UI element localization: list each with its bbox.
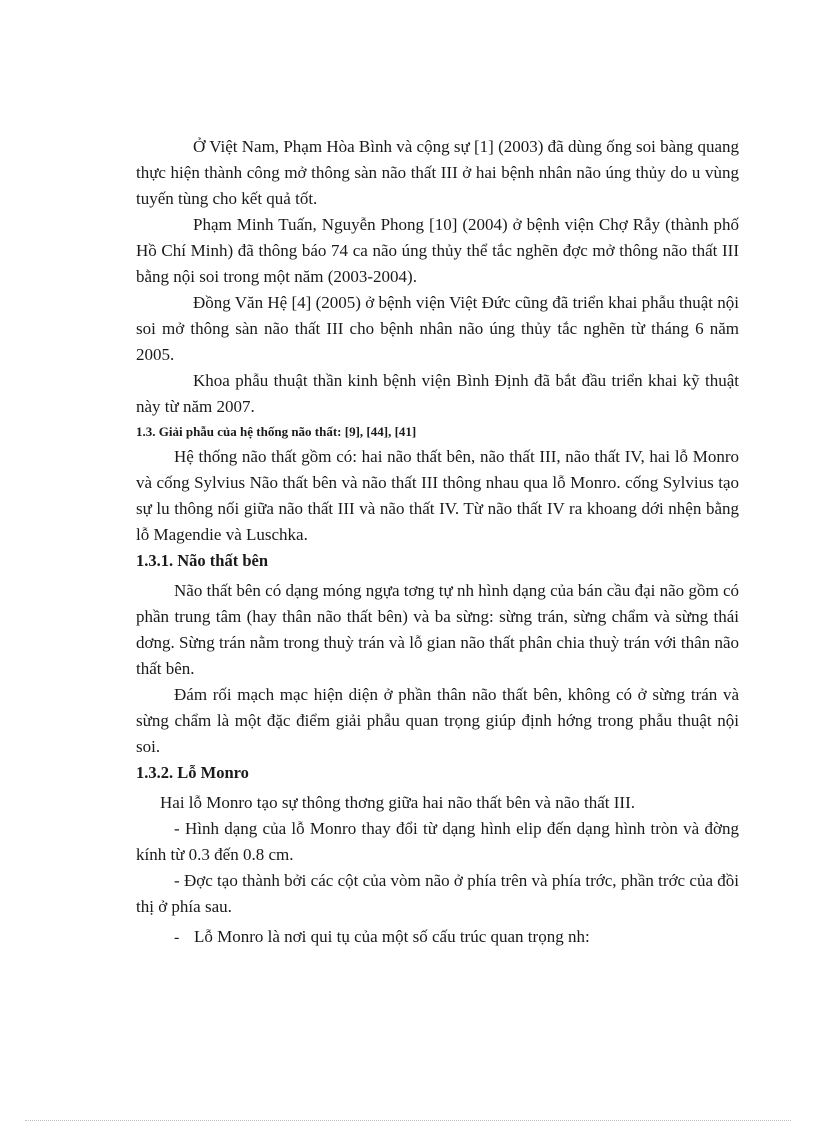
paragraph-choroid-plexus: Đám rối mạch mạc hiện diện ở phần thân não thất bên, không có ở sừng trán và sừng chẩm là một đặc điểm giải phẫu quan trọng giúp định hớng trong phẫu thuật nội soi. bbox=[136, 685, 739, 756]
section-heading-1-3-1: 1.3.1. Não thất bên bbox=[136, 551, 269, 570]
paragraph-binh-dinh: Khoa phẫu thuật thần kinh bệnh viện Bình Định đã bắt đầu triển khai kỹ thuật này từ năm 2007. bbox=[136, 371, 739, 416]
paragraph-monro-formation: - Đợc tạo thành bởi các cột của vòm não ở phía trên và phía trớc, phần trớc của đồi thị ở phía sau. bbox=[136, 871, 739, 916]
paragraph-monro-shape: - Hình dạng của lỗ Monro thay đổi từ dạng hình elip đến dạng hình tròn và đờng kính từ 0.3 đến 0.8 cm. bbox=[136, 819, 739, 864]
bullet-dash: - bbox=[174, 929, 180, 946]
paragraph-monro-structures: Lỗ Monro là nơi qui tụ của một số cấu trúc quan trọng nh: bbox=[194, 927, 590, 946]
section-heading-1-3-2: 1.3.2. Lỗ Monro bbox=[136, 763, 249, 782]
page-bottom-divider bbox=[25, 1120, 791, 1121]
paragraph-monro-intro: Hai lỗ Monro tạo sự thông thơng giữa hai não thất bên và não thất III. bbox=[160, 793, 635, 812]
paragraph-lateral-ventricle: Não thất bên có dạng móng ngựa tơng tự nh hình dạng của bán cầu đại não gồm có phần trung tâm (hay thân não thất bên) và ba sừng: sừng trán, sừng chẩm và sừng thái dơng. Sừng trán nằm trong thuỳ trán và lỗ gian não thất phân chia thuỳ trán với thân não thất bên. bbox=[136, 581, 739, 678]
text-block-top bbox=[136, 134, 739, 950]
paragraph-ventricular-system: Hệ thống não thất gồm có: hai não thất bên, não thất III, não thất IV, hai lỗ Monro và cống Sylvius Não thất bên và não thất III thông nhau qua lỗ Monro. cống Sylvius tạo sự lu thông nối giữa não thất III và não thất IV. Từ não thất IV ra khoang dới nhện bằng lỗ Magendie và Luschka. bbox=[136, 447, 739, 544]
bullet-monro-structures bbox=[136, 924, 739, 950]
section-heading-1-3: 1.3. Giải phẫu của hệ thống não thất: [9], [44], [41] bbox=[136, 424, 417, 439]
paragraph-vietnam-history: Ở Việt Nam, Phạm Hòa Bình và cộng sự [1] (2003) đã dùng ống soi bàng quang thực hiện thành công mở thông sàn não thất III ở hai bệnh nhân não úng thủy do u vùng tuyến tùng cho kết quả tốt. bbox=[136, 137, 739, 208]
paragraph-viet-duc: Đồng Văn Hệ [4] (2005) ở bệnh viện Việt Đức cũng đã triển khai phẫu thuật nội soi mở thông sàn não thất III cho bệnh nhân não úng thủy tắc nghẽn từ tháng 6 năm 2005. bbox=[136, 293, 739, 364]
paragraph-cho-ray: Phạm Minh Tuấn, Nguyễn Phong [10] (2004) ở bệnh viện Chợ Rẫy (thành phố Hồ Chí Minh) đã thông báo 74 ca não úng thủy thể tắc nghẽn đợc mở thông não thất III bằng nội soi trong một năm (2003-2004). bbox=[136, 215, 739, 286]
